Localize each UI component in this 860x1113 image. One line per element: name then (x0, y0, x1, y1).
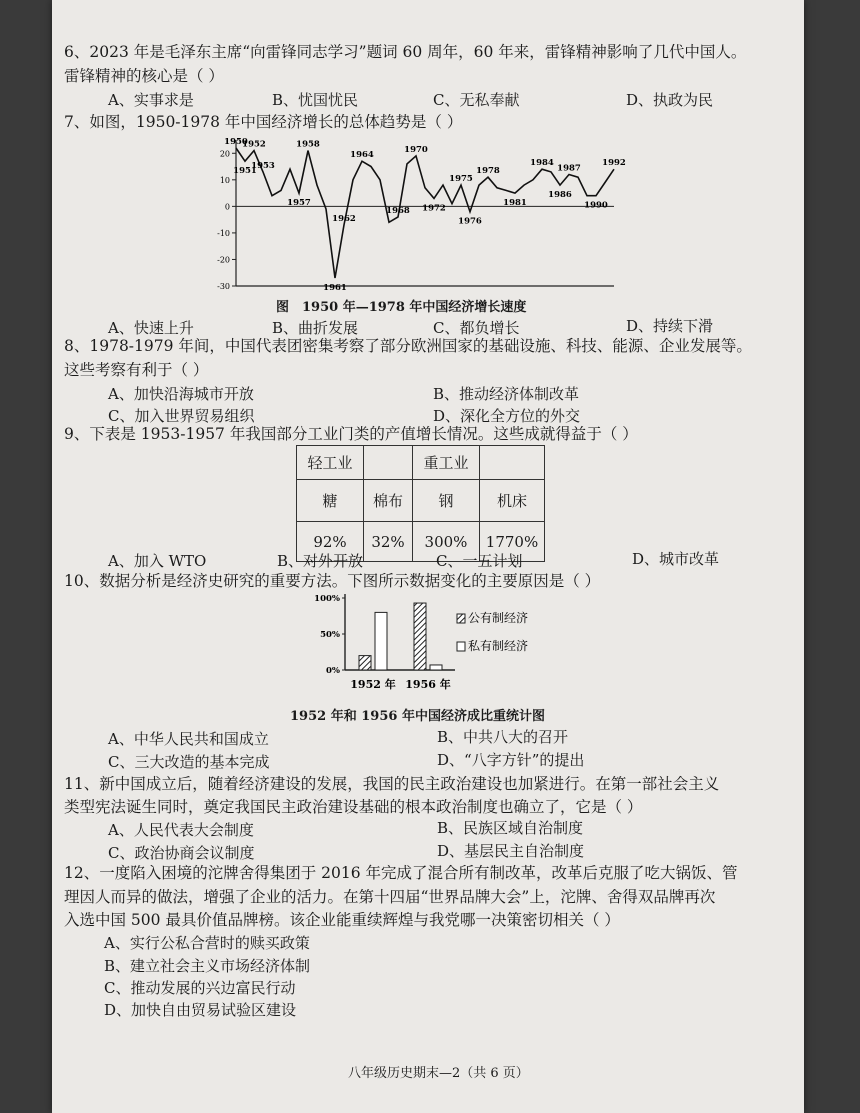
q8-option-d: D、深化全方位的外交 (433, 407, 581, 425)
y-tick-label: 100% (314, 594, 340, 604)
q11-stem-line2: 类型宪法诞生同时，奠定我国民主政治建设基础的根本政治制度也确立了，它是（ ） (64, 798, 643, 816)
q8-option-b: B、推动经济体制改革 (433, 385, 580, 403)
bar-private (430, 665, 442, 670)
table-cell-value: 1770% (480, 522, 545, 562)
page-footer: 八年级历史期末—2（共 6 页） (348, 1066, 529, 1081)
q6-option-b: B、忧国忧民 (272, 91, 359, 109)
legend-swatch (457, 614, 465, 623)
q9-option-a: A、加入 WTO (108, 552, 207, 570)
year-annotation: 1976 (458, 216, 482, 227)
legend-label: 公有制经济 (468, 611, 529, 625)
q6-option-c: C、无私奉献 (433, 91, 520, 109)
legend-swatch (457, 642, 465, 651)
year-annotation: 1953 (251, 160, 275, 171)
table-cell-value: 300% (413, 522, 480, 562)
q7-chart-title: 图 1950 年—1978 年中国经济增长速度 (276, 300, 527, 315)
bar-public (414, 603, 426, 670)
q10-stem: 10、数据分析是经济史研究的重要方法。下图所示数据变化的主要原因是（ ） (64, 572, 601, 590)
ownership-bar-chart (305, 590, 565, 700)
q9-industry-table (296, 445, 545, 562)
bar-private (375, 612, 387, 670)
q7-option-a: A、快速上升 (108, 319, 194, 337)
y-tick-label: -20 (217, 255, 230, 265)
legend-label: 私有制经济 (468, 639, 529, 653)
y-tick-label: 10 (219, 175, 230, 185)
year-annotation: 1978 (476, 166, 500, 177)
table-header-light-industry: 轻工业 (297, 446, 364, 480)
q10-option-d: D、“八字方针”的提出 (437, 751, 585, 769)
year-annotation: 1984 (530, 158, 554, 169)
year-annotation: 1970 (404, 144, 428, 155)
q12-option-d: D、加快自由贸易试验区建设 (104, 1001, 297, 1019)
q11-option-a: A、人民代表大会制度 (108, 821, 254, 839)
q6-option-a: A、实事求是 (108, 91, 194, 109)
year-annotation: 1951 (233, 166, 257, 177)
q12-stem-line1: 12、一度陷入困境的沱牌舍得集团于 2016 年完成了混合所有制改革，改革后克服了吃大锅饭、管 (64, 864, 738, 882)
year-annotation: 1975 (449, 174, 473, 185)
table-cell-item: 糖 (297, 480, 364, 522)
q11-option-c: C、政治协商会议制度 (108, 844, 255, 862)
q10-chart-title: 1952 年和 1956 年中国经济成比重统计图 (290, 709, 545, 724)
table-cell-item: 棉布 (364, 480, 413, 522)
q9-option-d: D、城市改革 (632, 550, 720, 568)
table-header-heavy-industry: 重工业 (413, 446, 480, 480)
q8-stem-line1: 8、1978-1979 年间，中国代表团密集考察了部分欧洲国家的基础设施、科技、能源、企业发展等。 (64, 337, 752, 355)
year-annotation: 1964 (350, 150, 374, 161)
table-header-empty (480, 446, 545, 480)
growth-line-chart (200, 132, 630, 294)
q11-stem-line1: 11、新中国成立后，随着经济建设的发展，我国的民主政治建设也加紧进行。在第一部社会主义 (64, 775, 720, 793)
q8-option-c: C、加入世界贸易组织 (108, 407, 255, 425)
y-tick-label: -10 (217, 228, 230, 238)
q7-option-c: C、都负增长 (433, 319, 520, 337)
year-annotation: 1962 (332, 213, 356, 224)
y-tick-label: 0% (326, 666, 340, 676)
q8-stem-line2: 这些考察有利于（ ） (64, 361, 209, 379)
bar-public (359, 656, 371, 670)
q9-stem: 9、下表是 1953-1957 年我国部分工业门类的产值增长情况。这些成就得益于（ ） (64, 425, 638, 443)
y-tick-label: 0 (224, 202, 230, 212)
q12-stem-line2: 理因人而异的做法，增强了企业的活力。在第十四届“世界品牌大会”上，沱牌、舍得双品牌再次 (64, 888, 716, 906)
q12-option-b: B、建立社会主义市场经济体制 (104, 957, 311, 975)
category-label: 1952 年 (350, 678, 396, 691)
q12-stem-line3: 入选中国 500 最具价值品牌榜。该企业能重续辉煌与我党哪一决策密切相关（ ） (64, 911, 620, 929)
q10-option-a: A、中华人民共和国成立 (108, 730, 269, 748)
year-annotation: 1987 (557, 163, 581, 174)
table-cell-value: 92% (297, 522, 364, 562)
q6-stem-line1: 6、2023 年是毛泽东主席“向雷锋同志学习”题词 60 周年，60 年来，雷锋精神影响了几代中国人。 (64, 43, 747, 61)
year-annotation: 1950 (224, 136, 248, 147)
table-cell-item: 钢 (413, 480, 480, 522)
table-cell-value: 32% (364, 522, 413, 562)
q6-stem-line2: 雷锋精神的核心是（ ） (64, 67, 224, 85)
year-annotation: 1972 (422, 203, 446, 214)
q6-option-d: D、执政为民 (626, 91, 714, 109)
q11-option-d: D、基层民主自治制度 (437, 842, 585, 860)
q10-option-c: C、三大改造的基本完成 (108, 753, 270, 771)
year-annotation: 1990 (584, 200, 608, 211)
y-tick-label: -30 (217, 282, 230, 291)
year-annotation: 1986 (548, 190, 572, 201)
table-cell-item: 机床 (480, 480, 545, 522)
q10-option-b: B、中共八大的召开 (437, 728, 569, 746)
q7-option-d: D、持续下滑 (626, 317, 714, 335)
year-annotation: 1958 (296, 139, 320, 150)
q12-option-a: A、实行公私合营时的赎买政策 (104, 934, 310, 952)
q7-option-b: B、曲折发展 (272, 319, 359, 337)
year-annotation: 1981 (503, 198, 527, 209)
q7-stem: 7、如图，1950-1978 年中国经济增长的总体趋势是（ ） (64, 113, 463, 131)
y-tick-label: 20 (219, 149, 230, 159)
year-annotation: 1961 (323, 283, 347, 294)
table-header-empty (364, 446, 413, 480)
year-annotation: 1957 (287, 198, 311, 209)
y-tick-label: 50% (320, 630, 340, 640)
category-label: 1956 年 (405, 678, 451, 691)
q9-option-b: B、对外开放 (277, 552, 364, 570)
q9-option-c: C、一五计划 (436, 552, 523, 570)
year-annotation: 1952 (242, 139, 266, 150)
q11-option-b: B、民族区域自治制度 (437, 819, 584, 837)
year-annotation: 1968 (386, 205, 410, 216)
year-annotation: 1992 (602, 158, 626, 169)
q12-option-c: C、推动发展的兴边富民行动 (104, 979, 296, 997)
q8-option-a: A、加快沿海城市开放 (108, 385, 254, 403)
